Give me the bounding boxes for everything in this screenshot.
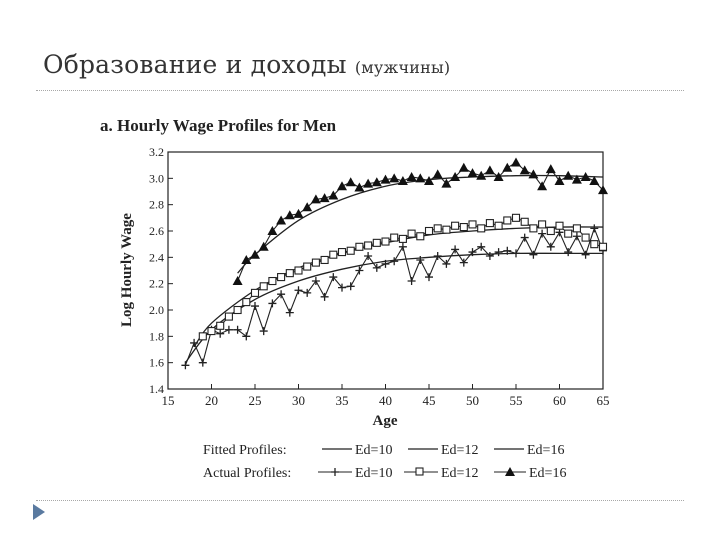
actual-ed16-point bbox=[537, 181, 547, 190]
bullet-arrow-icon bbox=[33, 504, 45, 520]
actual-ed12-point bbox=[408, 230, 415, 237]
actual-ed10-point bbox=[251, 302, 259, 310]
x-tick-label: 55 bbox=[509, 393, 523, 408]
actual-ed12-point bbox=[521, 218, 528, 225]
actual-ed12-point bbox=[460, 224, 467, 231]
actual-ed12-point bbox=[539, 221, 546, 228]
actual-ed10-point bbox=[260, 327, 268, 335]
actual-ed10-point bbox=[216, 330, 224, 338]
actual-ed10-point bbox=[408, 277, 416, 285]
actual-ed10-point bbox=[373, 264, 381, 272]
y-tick-label: 1.6 bbox=[149, 355, 164, 370]
actual-ed12-point bbox=[478, 225, 485, 232]
actual-ed12-point bbox=[269, 278, 276, 285]
y-tick-label: 2.6 bbox=[149, 224, 164, 238]
actual-ed12-point bbox=[286, 270, 293, 277]
actual-ed16-point bbox=[485, 165, 495, 174]
x-tick-label: 50 bbox=[466, 393, 479, 408]
actual-ed10-point bbox=[286, 309, 294, 317]
y-tick-label: 1.4 bbox=[149, 382, 164, 396]
actual-ed12-point bbox=[591, 241, 598, 248]
actual-ed16-point bbox=[407, 172, 417, 181]
actual-ed12-point bbox=[565, 230, 572, 237]
actual-ed12-point bbox=[426, 228, 433, 235]
legend-actual-ed10-plus-marker bbox=[331, 468, 339, 476]
actual-ed12-point bbox=[295, 267, 302, 274]
actual-ed16-point bbox=[468, 168, 478, 177]
actual-ed16-point bbox=[276, 215, 286, 224]
actual-ed12-point bbox=[382, 238, 389, 245]
actual-ed12-point bbox=[365, 242, 372, 249]
actual-ed12-point bbox=[252, 289, 259, 296]
actual-ed12-point bbox=[199, 333, 206, 340]
x-tick-label: 65 bbox=[596, 393, 610, 408]
chart-legend bbox=[203, 443, 566, 481]
legend-actual-ed16: Ed=16 bbox=[529, 466, 567, 481]
legend-actual-ed12: Ed=12 bbox=[441, 466, 479, 481]
actual-ed10-point bbox=[538, 230, 546, 238]
actual-ed12-point bbox=[513, 214, 520, 221]
fitted-ed12-line bbox=[194, 227, 603, 347]
actual-ed12-point bbox=[530, 225, 537, 232]
actual-ed10-point bbox=[521, 234, 529, 242]
actual-ed16-point bbox=[555, 176, 565, 185]
actual-ed16-point bbox=[528, 169, 538, 178]
actual-ed10-point bbox=[312, 277, 320, 285]
actual-ed12-point bbox=[260, 283, 267, 290]
fitted-ed10-line bbox=[185, 253, 603, 362]
actual-ed10-point bbox=[295, 286, 303, 294]
legend-fitted-ed12: Ed=12 bbox=[441, 443, 479, 458]
actual-ed16-point bbox=[354, 183, 364, 192]
actual-ed16-point bbox=[337, 181, 347, 190]
actual-ed12-point bbox=[217, 322, 224, 329]
actual-ed10-point bbox=[529, 251, 537, 259]
actual-ed12-point bbox=[504, 217, 511, 224]
actual-ed10-point bbox=[199, 359, 207, 367]
legend-actual-ed12-square-marker bbox=[416, 468, 423, 475]
actual-ed12-point bbox=[339, 249, 346, 256]
actual-ed10-point bbox=[451, 245, 459, 253]
actual-ed12-point bbox=[582, 234, 589, 241]
actual-ed10-point bbox=[547, 243, 555, 251]
actual-ed12-point bbox=[225, 313, 232, 320]
x-tick-label: 15 bbox=[161, 393, 175, 408]
actual-ed10-point bbox=[390, 257, 398, 265]
actual-ed16-point bbox=[546, 164, 556, 173]
actual-ed10-line bbox=[185, 228, 603, 365]
x-tick-label: 45 bbox=[422, 393, 436, 408]
chart-title: a. Hourly Wage Profiles for Men bbox=[100, 116, 337, 135]
x-axis-label: Age bbox=[372, 413, 398, 429]
actual-ed12-point bbox=[208, 328, 215, 335]
y-tick-label: 1.8 bbox=[149, 329, 164, 344]
actual-ed12-point bbox=[243, 299, 250, 306]
actual-ed12-point bbox=[330, 251, 337, 258]
legend-fitted-label: Fitted Profiles: bbox=[203, 443, 287, 458]
actual-ed10-point bbox=[590, 224, 598, 232]
actual-ed12-point bbox=[304, 263, 311, 270]
legend-actual-label: Actual Profiles: bbox=[203, 466, 292, 481]
x-tick-label: 35 bbox=[335, 393, 349, 408]
actual-ed12-point bbox=[469, 221, 476, 228]
actual-ed12-point bbox=[417, 233, 424, 240]
actual-ed12-point bbox=[373, 239, 380, 246]
y-tick-label: 2.2 bbox=[149, 276, 164, 291]
actual-ed10-point bbox=[573, 232, 581, 240]
slide-title-main: Образование и доходы bbox=[43, 50, 347, 79]
actual-ed12-point bbox=[443, 226, 450, 233]
actual-ed10-point bbox=[225, 326, 233, 334]
y-tick-label: 3.0 bbox=[149, 171, 164, 186]
actual-ed16-point bbox=[346, 177, 356, 186]
actual-ed16-point bbox=[459, 163, 469, 172]
actual-ed12-point bbox=[347, 247, 354, 254]
legend-actual-ed10: Ed=10 bbox=[355, 466, 393, 481]
actual-ed16-point bbox=[294, 209, 304, 218]
x-tick-label: 30 bbox=[292, 393, 305, 408]
actual-ed12-point bbox=[556, 222, 563, 229]
y-axis-label: Log Hourly Wage bbox=[119, 213, 135, 327]
actual-ed16-point bbox=[433, 169, 443, 178]
actual-ed12-point bbox=[486, 220, 493, 227]
actual-ed16-point bbox=[233, 276, 243, 285]
plot-frame bbox=[168, 152, 603, 389]
actual-ed12-point bbox=[600, 243, 607, 250]
actual-ed10-point bbox=[347, 282, 355, 290]
actual-ed12-point bbox=[495, 222, 502, 229]
actual-ed12-point bbox=[234, 307, 241, 314]
actual-ed10-point bbox=[512, 249, 520, 257]
actual-ed10-point bbox=[321, 293, 329, 301]
x-tick-label: 40 bbox=[379, 393, 392, 408]
actual-ed10-point bbox=[355, 267, 363, 275]
x-tick-label: 25 bbox=[248, 393, 262, 408]
actual-ed10-point bbox=[181, 361, 189, 369]
actual-ed16-point bbox=[511, 158, 521, 167]
actual-ed10-point bbox=[303, 289, 311, 297]
actual-ed10-point bbox=[495, 248, 503, 256]
actual-ed10-point bbox=[425, 273, 433, 281]
actual-ed12-point bbox=[391, 234, 398, 241]
actual-ed12-point bbox=[547, 228, 554, 235]
x-tick-label: 20 bbox=[205, 393, 218, 408]
y-tick-label: 3.2 bbox=[149, 145, 164, 159]
actual-ed10-point bbox=[564, 248, 572, 256]
x-tick-label: 60 bbox=[553, 393, 566, 408]
actual-ed12-point bbox=[399, 235, 406, 242]
slide-title-sub: (мужчины) bbox=[354, 58, 451, 77]
actual-ed16-point bbox=[389, 173, 399, 182]
actual-ed10-point bbox=[399, 243, 407, 251]
plot-series bbox=[181, 158, 608, 370]
actual-ed12-point bbox=[321, 256, 328, 263]
actual-ed12-point bbox=[573, 225, 580, 232]
actual-ed10-point bbox=[364, 252, 372, 260]
y-tick-label: 2.4 bbox=[149, 250, 164, 265]
actual-ed12-point bbox=[312, 259, 319, 266]
actual-ed12-point bbox=[356, 243, 363, 250]
actual-ed16-point bbox=[259, 242, 269, 251]
actual-ed16-point bbox=[502, 163, 512, 172]
actual-ed12-point bbox=[452, 222, 459, 229]
y-tick-label: 2.8 bbox=[149, 197, 164, 212]
actual-ed12-point bbox=[278, 274, 285, 281]
legend-fitted-ed10: Ed=10 bbox=[355, 443, 393, 458]
actual-ed12-point bbox=[434, 225, 441, 232]
y-tick-label: 2.0 bbox=[149, 303, 164, 317]
actual-ed10-point bbox=[582, 251, 590, 259]
footer-divider bbox=[36, 500, 684, 501]
legend-fitted-ed16: Ed=16 bbox=[527, 443, 565, 458]
